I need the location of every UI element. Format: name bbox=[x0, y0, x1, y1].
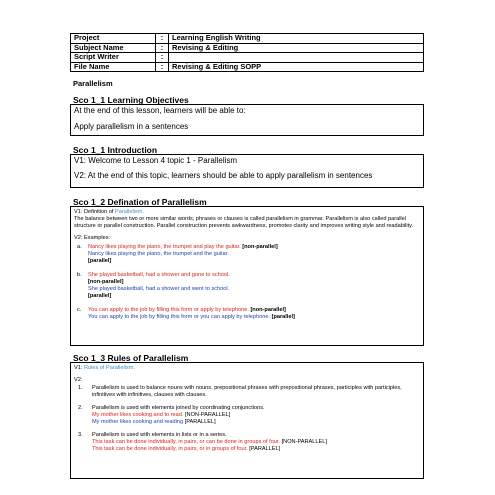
example-letter: a. bbox=[77, 244, 82, 250]
objectives-heading: Sco 1_1 Learning Objectives bbox=[73, 95, 189, 105]
header-separator: : bbox=[156, 62, 169, 72]
definition-paragraph: The balance between two or more similar words, phrases or clauses is called parallelism in grammar. Parallelism is also called parallel structure or parallel construction. Parallel construction prevents awkwardness, promotes clarity and improves writing style and readability. bbox=[74, 216, 414, 229]
definition-v1-prefix: V1: Definition of bbox=[74, 209, 116, 215]
header-value: Revising & Editing SOPP bbox=[169, 62, 424, 72]
rule-item-2 bbox=[74, 405, 420, 426]
objectives-box bbox=[70, 104, 424, 136]
rules-v1-prefix: V1: bbox=[74, 365, 84, 371]
example-letter: c. bbox=[77, 307, 82, 313]
header-row-subject bbox=[71, 43, 424, 53]
header-table bbox=[70, 33, 424, 72]
header-label: Project bbox=[71, 34, 156, 44]
header-label: Script Writer bbox=[71, 53, 156, 63]
introduction-heading: Sco 1_1 Introduction bbox=[73, 145, 158, 155]
document-title: Parallelism bbox=[73, 79, 113, 88]
rule-right-tag: [PARALLEL] bbox=[249, 446, 281, 452]
rules-v2-label: V2: bbox=[74, 377, 83, 383]
rule-number: 3. bbox=[78, 432, 83, 438]
example-wrong-sentence: You can apply to the job by filling this form or apply by telephone. bbox=[88, 307, 249, 313]
rule-number: 1. bbox=[78, 385, 83, 391]
objectives-line: Apply parallelism in a sentences bbox=[74, 122, 189, 131]
rules-heading: Sco 1_3 Rules of Parallelism bbox=[73, 353, 189, 363]
definition-heading: Sco 1_2 Defination of Parallelism bbox=[73, 197, 207, 207]
rule-text: Parallelism is used to balance nouns with nouns, prepositional phrases with prepositional phrases, participles with participles, infinitives with infinitives, clauses with clauses. bbox=[92, 385, 402, 398]
example-b bbox=[74, 272, 420, 300]
header-label: Subject Name bbox=[71, 43, 156, 53]
rules-v1-term: Rules of Parallelism. bbox=[83, 365, 135, 371]
header-separator: : bbox=[156, 34, 169, 44]
header-value: Learning English Writing bbox=[169, 34, 424, 44]
header-row-project bbox=[71, 34, 424, 44]
rule-wrong-tag: [NON-PARALLEL] bbox=[281, 439, 327, 445]
rule-item-1 bbox=[74, 385, 420, 399]
header-label: File Name bbox=[71, 62, 156, 72]
example-wrong-tag: [non-parallel] bbox=[88, 279, 124, 285]
example-wrong-tag: [non-parallel] bbox=[242, 244, 278, 250]
example-right-sentence: Nancy likes playing the piano, the trumpet and the guitar. bbox=[88, 251, 229, 257]
definition-v2-label: V2: Examples: bbox=[74, 235, 111, 241]
header-separator: : bbox=[156, 43, 169, 53]
header-row-script-writer bbox=[71, 53, 424, 63]
rule-number: 2. bbox=[78, 405, 83, 411]
rule-wrong-tag: [NON-PARALLEL] bbox=[184, 412, 231, 418]
example-wrong-sentence: Nancy likes playing the piano, the trumpet and play the guitar. bbox=[88, 244, 241, 250]
rules-box bbox=[70, 362, 424, 479]
example-letter: b. bbox=[77, 272, 82, 278]
example-wrong-tag: [non-parallel] bbox=[250, 307, 286, 313]
header-separator: : bbox=[156, 53, 169, 63]
introduction-line: V2: At the end of this topic, learners should be able to apply parallelism in sentences bbox=[74, 171, 373, 180]
header-value bbox=[169, 53, 424, 63]
introduction-box bbox=[70, 154, 424, 188]
rule-wrong-sentence: My mother likes cooking and to read. bbox=[92, 412, 184, 418]
rule-right-tag: [PARALLEL] bbox=[184, 419, 216, 425]
example-wrong-sentence: She played basketball, had a shower and gone to school. bbox=[88, 272, 230, 278]
rule-text: Parallelism is used with elements in lists or in a series. bbox=[92, 432, 227, 438]
example-right-sentence: She played basketball, had a shower and went to school. bbox=[88, 286, 230, 292]
example-right-tag: [parallel] bbox=[271, 314, 295, 320]
example-right-sentence: You can apply to the job by filling this form or you can apply by telephone. bbox=[88, 314, 271, 320]
header-value: Revising & Editing bbox=[169, 43, 424, 53]
introduction-line: V1: Welcome to Lesson 4 topic 1 - Parallelism bbox=[74, 156, 238, 165]
rule-wrong-sentence: This task can be done individually, in pairs, or can be done in groups of four. bbox=[92, 439, 281, 445]
example-c bbox=[74, 307, 420, 321]
rule-right-sentence: This task can be done individually, in pairs, or in groups of four. bbox=[92, 446, 248, 452]
example-right-tag: [parallel] bbox=[88, 258, 112, 264]
example-right-tag: [parallel] bbox=[88, 293, 112, 299]
rule-text: Parallelism is used with elements joined by coordinating conjunctions. bbox=[92, 405, 265, 411]
objectives-line: At the end of this lesson, learners will be able to: bbox=[74, 106, 246, 115]
header-row-file-name bbox=[71, 62, 424, 72]
definition-box bbox=[70, 206, 424, 346]
rule-right-sentence: My mother likes cooking and reading bbox=[92, 419, 184, 425]
example-a bbox=[74, 244, 420, 265]
rule-item-3 bbox=[74, 432, 420, 453]
definition-v1-term: Parallelism. bbox=[115, 209, 144, 215]
